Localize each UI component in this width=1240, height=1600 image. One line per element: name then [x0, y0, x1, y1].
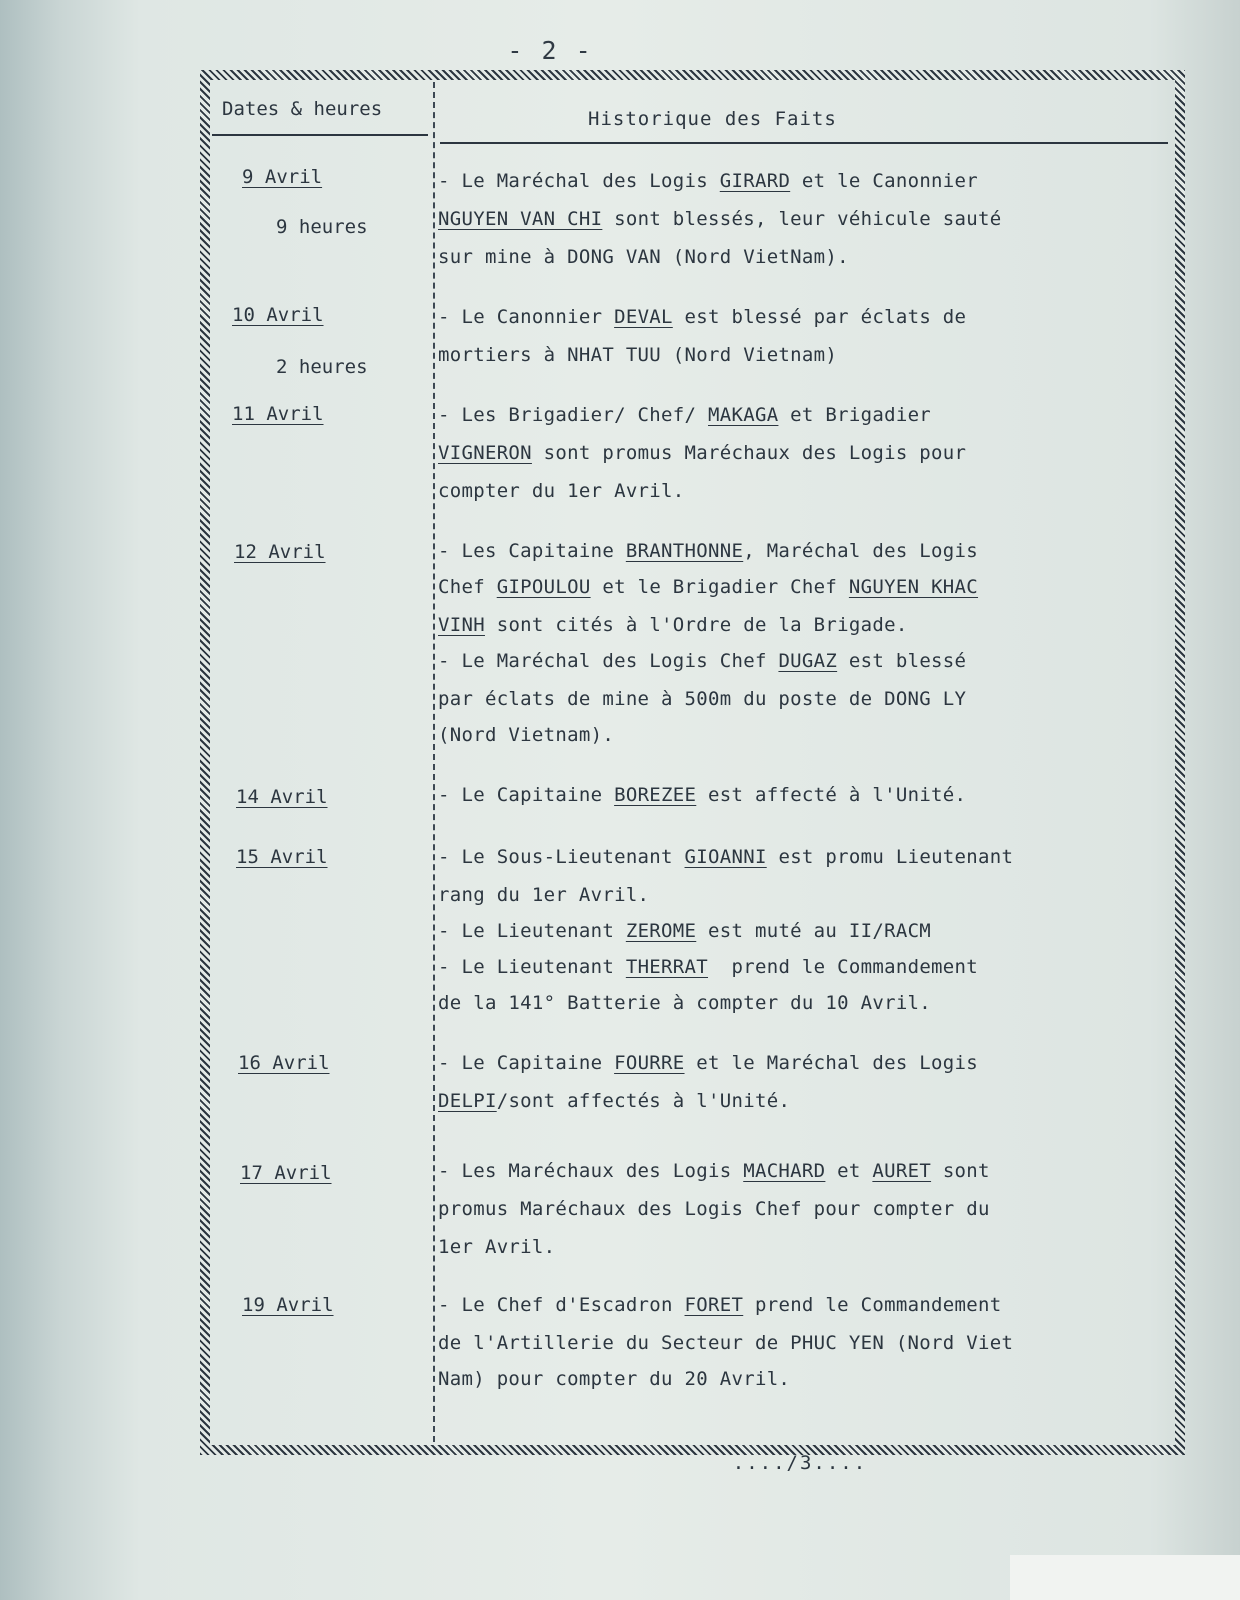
column-header-dates: Dates & heures — [222, 98, 383, 120]
person-name: NGUYEN KHAC — [848, 576, 979, 598]
person-name: NGUYEN VAN CHI — [438, 208, 603, 230]
entry-date: 19 Avril — [242, 1294, 334, 1316]
entry-line: de l'Artillerie du Secteur de PHUC YEN (Nord Viet — [438, 1332, 1014, 1354]
person-name: BRANTHONNE — [625, 540, 744, 562]
person-name: GIOANNI — [684, 846, 767, 868]
header-rule-left — [212, 134, 428, 136]
entry-line: - Le Lieutenant THERRAT prend le Commandement — [438, 956, 979, 978]
person-name: FOURRE — [614, 1052, 685, 1074]
column-header-history: Historique des Faits — [588, 108, 837, 130]
person-name: DEVAL — [614, 306, 673, 328]
entry-line: VIGNERON sont promus Maréchaux des Logis pour — [438, 442, 967, 464]
entry-date: 15 Avril — [236, 846, 328, 868]
entry-line: rang du 1er Avril. — [438, 884, 650, 906]
person-name: MACHARD — [743, 1160, 826, 1182]
column-divider — [433, 82, 435, 1442]
entry-line: promus Maréchaux des Logis Chef pour compter du — [438, 1198, 990, 1220]
entry-hour: 9 heures — [276, 216, 368, 238]
entry-line: par éclats de mine à 500m du poste de DONG LY — [438, 688, 967, 710]
entry-line: - Les Brigadier/ Chef/ MAKAGA et Brigadier — [438, 404, 932, 426]
entry-date: 17 Avril — [240, 1162, 332, 1184]
table-border — [200, 70, 1185, 1455]
entry-line: - Le Sous-Lieutenant GIOANNI est promu Lieutenant — [438, 846, 1014, 868]
entry-line: DELPI/sont affectés à l'Unité. — [438, 1090, 791, 1112]
entry-line: - Le Capitaine BOREZEE est affecté à l'Unité. — [438, 784, 967, 806]
entry-line: (Nord Vietnam). — [438, 724, 615, 746]
person-name: BOREZEE — [614, 784, 697, 806]
entry-line: VINH sont cités à l'Ordre de la Brigade. — [438, 614, 908, 636]
entry-line: mortiers à NHAT TUU (Nord Vietnam) — [438, 344, 838, 366]
entry-date: 11 Avril — [232, 403, 324, 425]
person-name: FORET — [684, 1294, 744, 1316]
entry-line: - Le Maréchal des Logis Chef DUGAZ est blessé — [438, 650, 967, 672]
entry-line: - Le Chef d'Escadron FORET prend le Commandement — [438, 1294, 1002, 1316]
page-number: - 2 - — [507, 36, 593, 65]
entry-line: - Les Capitaine BRANTHONNE, Maréchal des Logis — [438, 540, 978, 562]
entry-date: 12 Avril — [234, 541, 326, 563]
entry-line: - Les Maréchaux des Logis MACHARD et AURET sont — [438, 1160, 990, 1182]
entry-date: 9 Avril — [242, 166, 323, 188]
person-name: VINH — [438, 614, 485, 636]
person-name: DELPI — [438, 1090, 497, 1112]
header-rule-right — [440, 142, 1168, 144]
entry-line: - Le Maréchal des Logis GIRARD et le Canonnier — [438, 170, 979, 192]
paper-edge — [1010, 1555, 1240, 1600]
continuation-marker: ..../3.... — [732, 1452, 868, 1474]
person-name: GIRARD — [719, 170, 791, 192]
person-name: AURET — [872, 1160, 932, 1182]
person-name: GIPOULOU — [496, 576, 591, 598]
person-name: ZEROME — [625, 920, 697, 942]
entry-line: Nam) pour compter du 20 Avril. — [438, 1368, 791, 1390]
entry-line: de la 141° Batterie à compter du 10 Avril. — [438, 992, 932, 1014]
entry-line: Chef GIPOULOU et le Brigadier Chef NGUYEN KHAC — [438, 576, 979, 598]
entry-line: 1er Avril. — [438, 1236, 556, 1258]
entry-line: - Le Lieutenant ZEROME est muté au II/RACM — [438, 920, 932, 942]
entry-date: 16 Avril — [238, 1052, 330, 1074]
person-name: DUGAZ — [778, 650, 838, 672]
entry-line: compter du 1er Avril. — [438, 480, 685, 502]
entry-hour: 2 heures — [276, 356, 368, 378]
entry-line: - Le Canonnier DEVAL est blessé par éclats de — [438, 306, 967, 328]
entry-date: 10 Avril — [232, 304, 324, 326]
entry-line: - Le Capitaine FOURRE et le Maréchal des Logis — [438, 1052, 979, 1074]
person-name: VIGNERON — [438, 442, 532, 464]
entry-line: NGUYEN VAN CHI sont blessés, leur véhicule sauté — [438, 208, 1002, 230]
entry-date: 14 Avril — [236, 786, 328, 808]
person-name: MAKAGA — [708, 404, 779, 426]
person-name: THERRAT — [625, 956, 709, 978]
entry-line: sur mine à DONG VAN (Nord VietNam). — [438, 246, 849, 268]
